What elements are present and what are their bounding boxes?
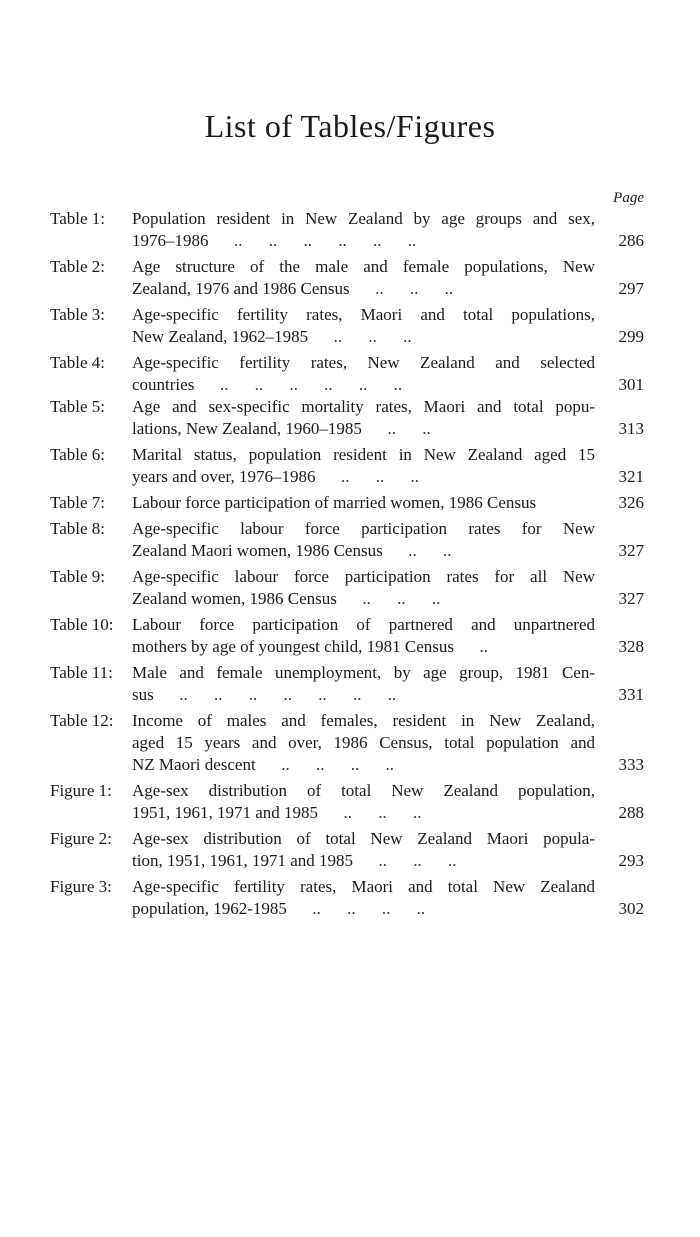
entry-page-number: 288 xyxy=(618,803,644,822)
toc-entry xyxy=(50,492,650,514)
page-title: List of Tables/Figures xyxy=(204,108,496,144)
entry-title-line: mothers by age of youngest child, 1981 Census xyxy=(132,637,455,656)
toc-entry xyxy=(50,662,650,706)
page-column-header: Page xyxy=(613,190,644,206)
entry-title-line: Zealand, 1976 and 1986 Census xyxy=(132,279,350,298)
entry-title-line: Age-sex distribution of total New Zealand population, xyxy=(132,781,595,800)
entry-label: Table 1: xyxy=(50,209,105,228)
entry-title-line: tion, 1951, 1961, 1971 and 1985 xyxy=(132,851,353,870)
leader-dots: .. .. .. .. xyxy=(312,899,426,918)
entry-page-number: 302 xyxy=(618,899,644,918)
entry-title-line: Age-sex distribution of total New Zealand Maori popula- xyxy=(132,829,595,848)
leader-dots: .. .. .. .. .. .. .. xyxy=(179,685,397,704)
entry-title-line: Age-specific fertility rates, Maori and total populations, xyxy=(132,305,595,324)
entry-page-number: 331 xyxy=(618,685,644,704)
toc-entry xyxy=(50,304,650,348)
entry-title-line: Age-specific labour force participation rates for New xyxy=(132,519,595,538)
entry-title-line: countries xyxy=(132,375,195,394)
entry-title-line: Age-specific labour force participation rates for all New xyxy=(132,567,595,586)
entry-title-line: aged 15 years and over, 1986 Census, total population and xyxy=(132,733,595,752)
entry-label: Figure 3: xyxy=(50,877,112,896)
entry-title-line: Age-specific fertility rates, New Zealand and selected xyxy=(132,353,595,372)
entry-label: Table 2: xyxy=(50,257,105,276)
entry-title-line: population, 1962-1985 xyxy=(132,899,287,918)
toc-entry xyxy=(50,256,650,300)
entry-page-number: 301 xyxy=(618,375,644,394)
entry-label: Figure 2: xyxy=(50,829,112,848)
entry-page-number: 327 xyxy=(618,589,644,608)
entry-page-number: 327 xyxy=(618,541,644,560)
entry-title-line: Labour force participation of married women, 1986 Census xyxy=(132,493,537,512)
entry-label: Table 4: xyxy=(50,353,105,372)
entry-label: Figure 1: xyxy=(50,781,112,800)
entry-title-line: Marital status, population resident in New Zealand aged 15 xyxy=(132,445,595,464)
entry-page-number: 313 xyxy=(618,419,644,438)
entry-title-line: years and over, 1976–1986 xyxy=(132,467,316,486)
leader-dots: .. .. .. xyxy=(340,467,419,486)
toc-entry xyxy=(50,518,650,562)
toc-entry xyxy=(50,444,650,488)
entry-title-line: New Zealand, 1962–1985 xyxy=(132,327,309,346)
leader-dots: .. .. .. xyxy=(343,803,422,822)
entry-title-line: Population resident in New Zealand by age groups and sex, xyxy=(132,209,595,228)
entry-label: Table 10: xyxy=(50,615,114,634)
entry-title-line: 1951, 1961, 1971 and 1985 xyxy=(132,803,319,822)
entry-page-number: 333 xyxy=(618,755,644,774)
entry-page-number: 299 xyxy=(618,327,644,346)
entry-label: Table 12: xyxy=(50,711,114,730)
leader-dots: .. .. .. xyxy=(375,279,454,298)
entry-title-line: 1976–1986 xyxy=(132,231,209,250)
entry-page-number: 293 xyxy=(618,851,644,870)
toc-list xyxy=(50,208,650,924)
entry-title-line: lations, New Zealand, 1960–1985 xyxy=(132,419,362,438)
toc-entry xyxy=(50,710,650,776)
leader-dots: .. .. .. xyxy=(362,589,441,608)
entry-title-line: Age structure of the male and female populations, New xyxy=(132,257,595,276)
toc-entry xyxy=(50,780,650,824)
leader-dots: .. .. xyxy=(387,419,431,438)
entry-page-number: 297 xyxy=(618,279,644,298)
toc-entry xyxy=(50,828,650,872)
entry-label: Table 6: xyxy=(50,445,105,464)
leader-dots: .. .. xyxy=(408,541,452,560)
entry-page-number: 326 xyxy=(618,493,644,512)
leader-dots: .. .. .. .. xyxy=(281,755,394,774)
entry-label: Table 7: xyxy=(50,493,105,512)
entry-title-line: Male and female unemployment, by age group, 1981 Cen- xyxy=(132,663,595,682)
entry-title-line: Age and sex-specific mortality rates, Maori and total popu- xyxy=(132,397,595,416)
leader-dots: .. .. .. .. .. .. xyxy=(234,231,417,250)
entry-title-line: Labour force participation of partnered and unpartnered xyxy=(132,615,595,634)
toc-entry xyxy=(50,352,650,396)
leader-dots: .. xyxy=(479,637,489,656)
entry-label: Table 3: xyxy=(50,305,105,324)
entry-label: Table 8: xyxy=(50,519,105,538)
entry-page-number: 321 xyxy=(618,467,644,486)
toc-entry xyxy=(50,396,650,440)
entry-title-line: Zealand Maori women, 1986 Census xyxy=(132,541,383,560)
entry-page-number: 286 xyxy=(618,231,644,250)
leader-dots: .. .. .. xyxy=(378,851,457,870)
entry-label: Table 9: xyxy=(50,567,105,586)
toc-entry xyxy=(50,566,650,610)
entry-title-line: Age-specific fertility rates, Maori and total New Zealand xyxy=(132,877,595,896)
entry-title-line: Income of males and females, resident in New Zealand, xyxy=(132,711,595,730)
entry-title-line: sus xyxy=(132,685,154,704)
toc-entry xyxy=(50,876,650,920)
toc-entry xyxy=(50,208,650,252)
leader-dots: .. .. .. .. .. .. xyxy=(219,375,403,394)
entry-page-number: 328 xyxy=(618,637,644,656)
leader-dots: .. .. .. xyxy=(333,327,412,346)
toc-entry xyxy=(50,614,650,658)
entry-title-line: Zealand women, 1986 Census xyxy=(132,589,337,608)
entry-label: Table 11: xyxy=(50,663,113,682)
entry-title-line: NZ Maori descent xyxy=(132,755,256,774)
entry-label: Table 5: xyxy=(50,397,105,416)
